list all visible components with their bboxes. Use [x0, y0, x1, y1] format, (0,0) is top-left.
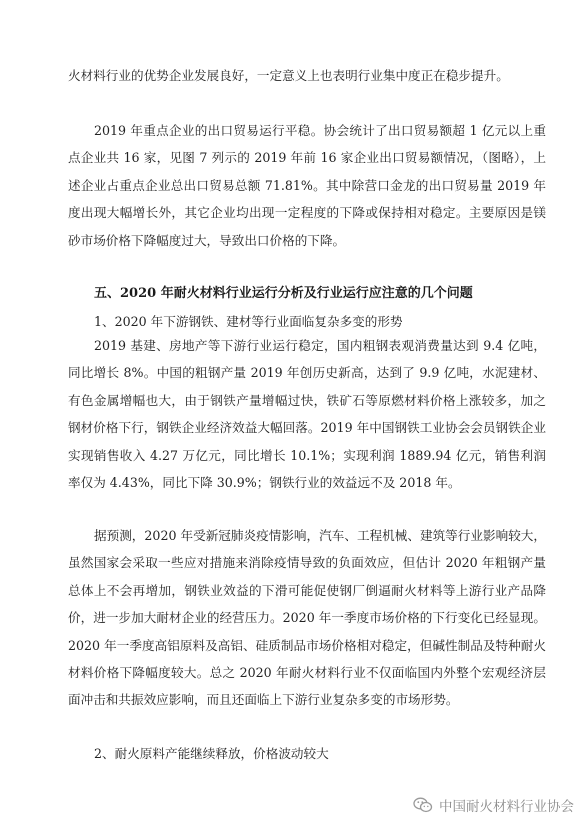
- watermark-text: 中国耐火材料行业协会: [439, 799, 574, 815]
- paragraph-steel-industry: 2019 基建、房地产等下游行业运行稳定，国内粗钢表观消费量达到 9.4 亿吨，同比增长 8%。中国的粗钢产量 2019 年创历史新高，达到了 9.9 亿吨，水泥建材、有色金属增幅也大，由于钢铁产量增幅过快，铁矿石等原燃材料价格上涨较多，加之钢材价格下行，钢铁企业经济效益大幅回落。2019 年中国钢铁工业协会会员钢铁企业实现销售收入 4.27 万亿元，同比增长 10.1%；实现利润 1889.94 亿元，销售利润率仅为 4.43%，同比下降 30.9%；钢铁行业的效益远不及 2018 年。: [68, 338, 546, 491]
- paragraph-forecast: 据预测，2020 年受新冠肺炎疫情影响，汽车、工程机械、建筑等行业影响较大，虽然国家会采取一些应对措施来消除疫情导致的负面效应，但估计 2020 年粗钢产量总体上不会再增加，钢铁业效益的下滑可能促使钢厂倒逼耐火材料等上游行业产品降价，进一步加大耐材企业的经营压力。2020 年一季度市场价格的下行变化已经显现。2020 年一季度高铝原料及高铝、硅质制品市场价格相对稳定，但碱性制品及特种耐火材料价格下降幅度较大。总之 2020 年耐火材料行业不仅面临国内外整个宏观经济层面冲击和共振效应影响，而且还面临上下游行业复杂多变的市场形势。: [68, 528, 546, 708]
- paragraph-export-trade: 2019 年重点企业的出口贸易运行平稳。协会统计了出口贸易额超 1 亿元以上重点企业共 16 家，见图 7 列示的 2019 年前 16 家企业出口贸易额情况，（图略），上述企业占重点企业总出口贸易总额 71.81%。其中除营口金龙的出口贸易量 2019 年度出现大幅增长外，其它企业均出现一定程度的下降或保持相对稳定。主要原因是镁砂市场价格下降幅度过大，导致出口价格的下降。: [68, 123, 546, 248]
- paragraph-intro: 火材料行业的优势企业发展良好，一定意义上也表明行业集中度正在稳步提升。: [68, 68, 509, 83]
- section-heading-5: 五、2020 年耐火材料行业运行分析及行业运行应注意的几个问题: [94, 286, 473, 301]
- watermark: [413, 795, 574, 815]
- subheading-2: 2、耐火原料产能继续释放，价格波动较大: [94, 746, 329, 761]
- wechat-icon: [413, 797, 433, 813]
- subheading-1: 1、2020 年下游钢铁、建材等行业面临复杂多变的形势: [94, 314, 403, 329]
